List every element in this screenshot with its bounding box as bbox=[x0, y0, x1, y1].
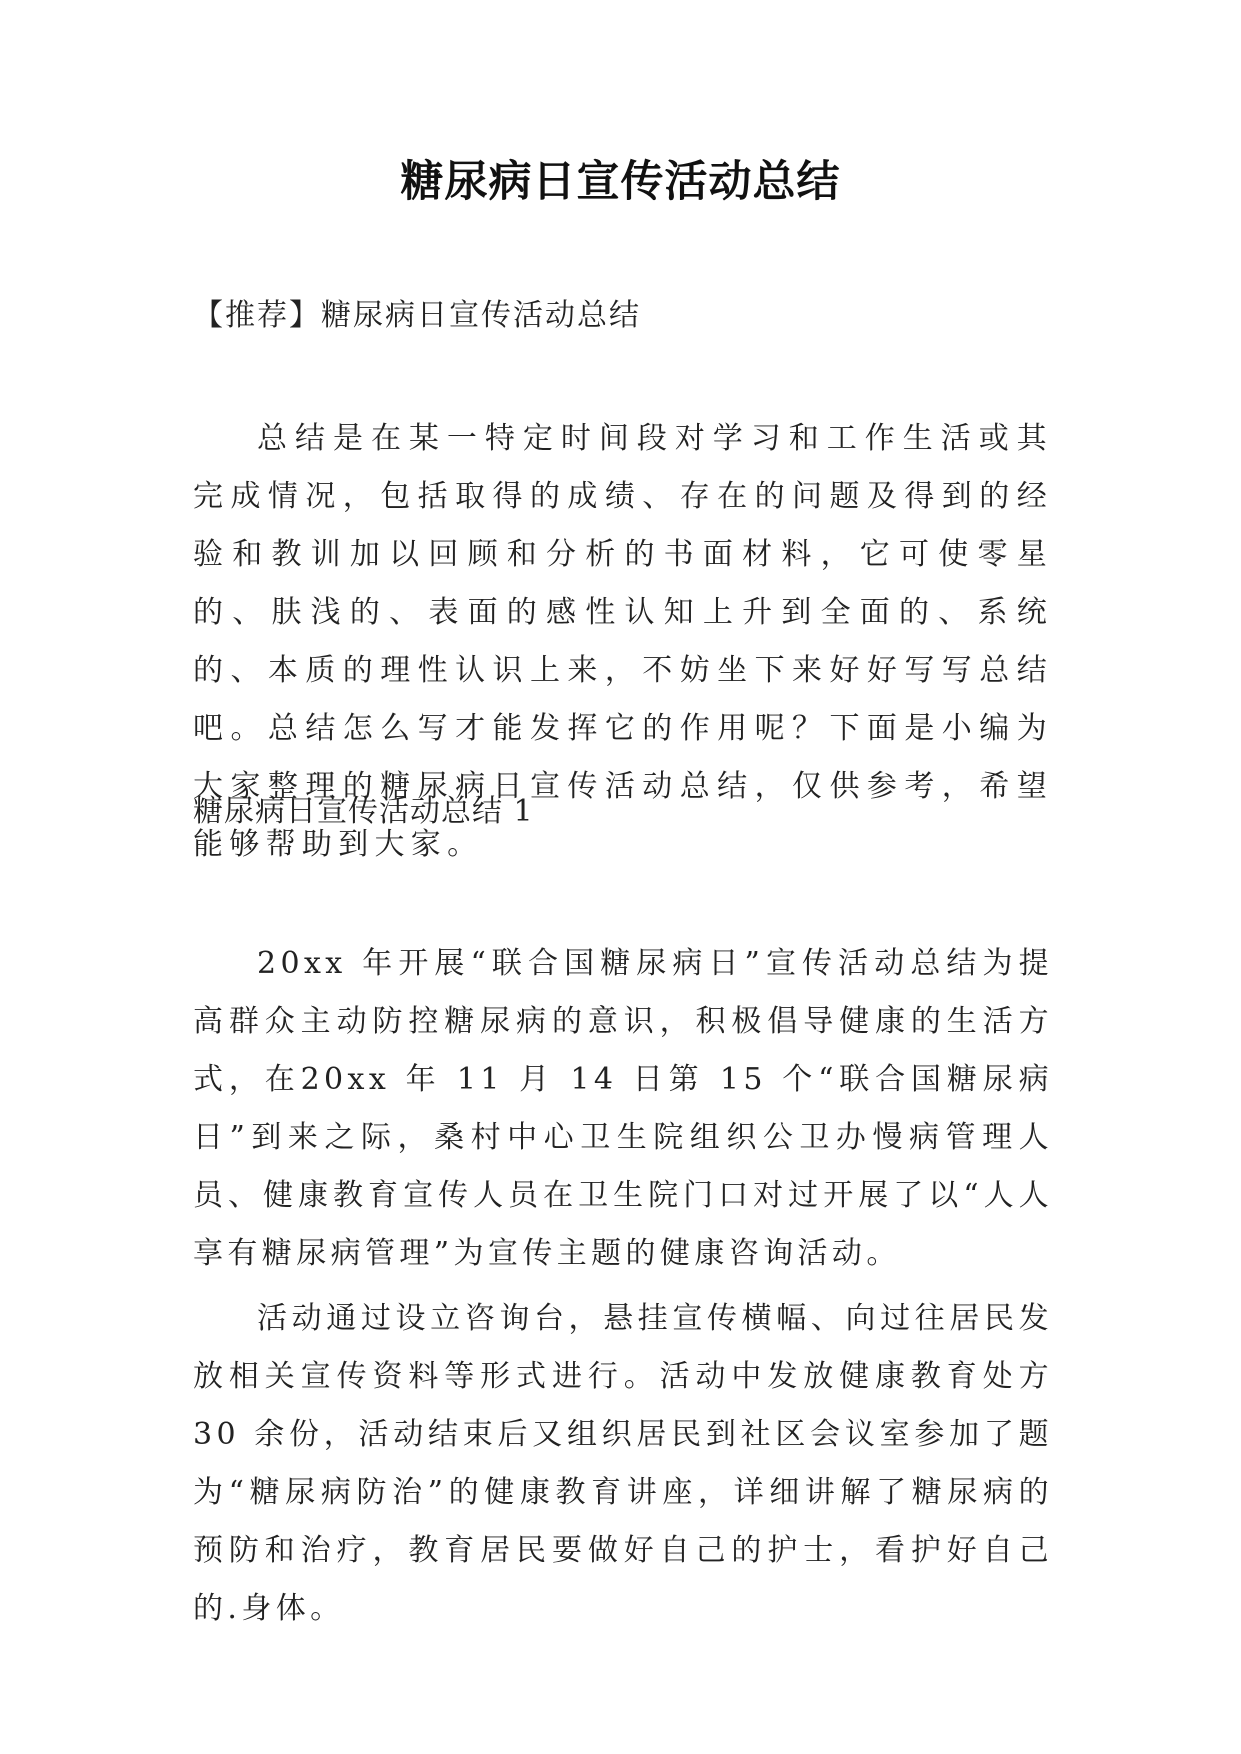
intro-paragraph: 总结是在某一特定时间段对学习和工作生活或其完成情况，包括取得的成绩、存在的问题及得到的经验和教训加以回顾和分析的书面材料，它可使零星的、肤浅的、表面的感性认知上升到全面的、系统的、本质的理性认识上来，不妨坐下来好好写写总结吧。总结怎么写才能发挥它的作用呢？下面是小编为大家整理的糖尿病日宣传活动总结，仅供参考，希望能够帮助到大家。 bbox=[193, 421, 1053, 862]
document-title: 糖尿病日宣传活动总结 bbox=[400, 157, 841, 207]
body-paragraph: 20xx 年开展“联合国糖尿病日”宣传活动总结为提高群众主动防控糖尿病的意识，积极倡导健康的生活方式，在20xx 年 11 月 14 日第 15 个“联合国糖尿病日”到来之际，桑村中心卫生院组织公卫办慢病管理人员、健康教育宣传人员在卫生院门口对过开展了以“人人享有糖尿病管理”为宣传主题的健康咨询活动。 bbox=[193, 946, 1053, 1271]
section-heading: 糖尿病日宣传活动总结 1 bbox=[193, 794, 534, 829]
body-paragraph: 活动通过设立咨询台，悬挂宣传横幅、向过往居民发放相关宣传资料等形式进行。活动中发放健康教育处方 30 余份，活动结束后又组织居民到社区会议室参加了题为“糖尿病防治”的健康教育讲座，详细讲解了糖尿病的预防和治疗，教育居民要做好自己的护士，看护好自己的.身体。 bbox=[193, 1301, 1053, 1626]
recommend-line: 【推荐】糖尿病日宣传活动总结 bbox=[193, 298, 641, 333]
